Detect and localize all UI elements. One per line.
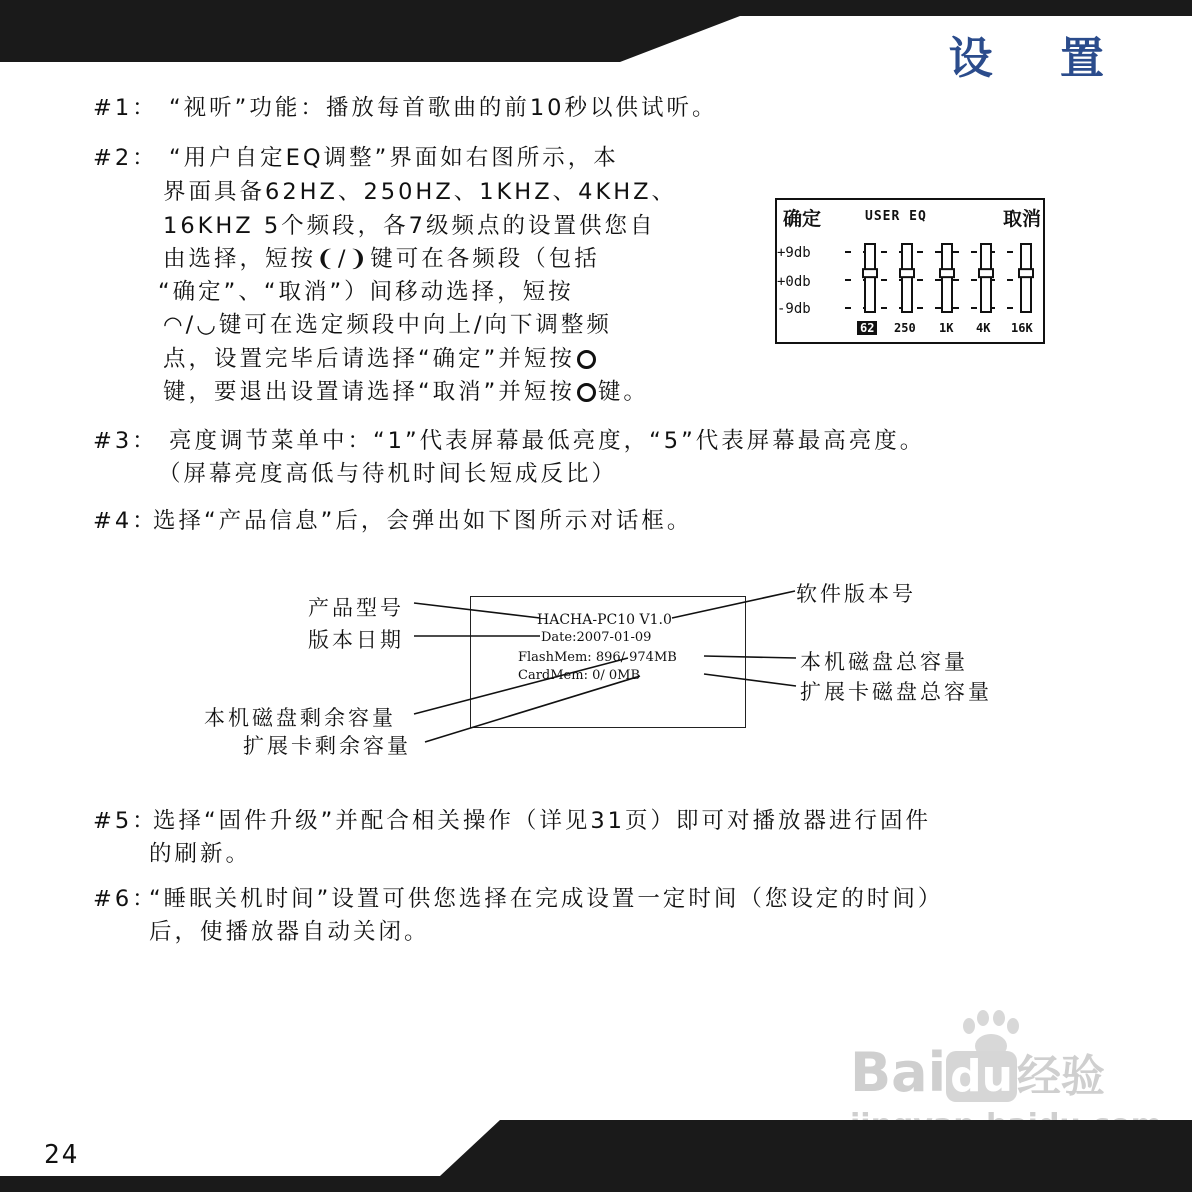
callout-card-remaining: 扩展卡剩余容量 (243, 734, 411, 758)
item-5 (93, 805, 931, 838)
eq-band-label: 4K (976, 321, 991, 335)
info-flash: FlashMem: 896/ 974MB (518, 650, 677, 665)
item-1-text: “视听”功能：播放每首歌曲的前10秒以供试听。 (169, 95, 718, 121)
eq-band-label: 1K (939, 321, 954, 335)
callout-software-version: 软件版本号 (796, 582, 916, 606)
callout-card-total: 扩展卡磁盘总容量 (800, 680, 992, 704)
item-2-line-9-text: 键。 (597, 379, 649, 405)
item-2-line-4: 由选择，短按❨/❩键可在各频段（包括 (163, 246, 600, 272)
page-number: 24 (44, 1140, 80, 1170)
bottom-banner (0, 1112, 1192, 1192)
item-5-line-2: 的刷新。 (149, 841, 252, 867)
item-2-line-8-text: 键，要退出设置请选择“取消”并短按 (163, 379, 575, 405)
eq-cancel-label: 取消 (1003, 208, 1042, 230)
callout-disk-total: 本机磁盘总容量 (800, 650, 968, 674)
item-2-label: #2： (93, 145, 158, 171)
item-4-label: #4： (93, 508, 158, 534)
item-2-line-7-text: 点，设置完毕后请选择“确定”并短按 (163, 346, 575, 372)
item-6-line-1: “睡眠关机时间”设置可供您选择在完成设置一定时间（您设定的时间） (149, 886, 944, 912)
item-2-line-6: ◠/◡键可在选定频段中向上/向下调整频 (163, 312, 612, 338)
item-3-line-2: （屏幕亮度高低与待机时间长短成反比） (158, 461, 618, 487)
item-2-line-3: 16KHZ 5个频段，各7级频点的设置供您自 (163, 213, 656, 239)
item-6-label: #6： (93, 886, 158, 912)
eq-band-label: 16K (1011, 321, 1033, 335)
item-5-label: #5： (93, 808, 158, 834)
eq-title: USER EQ (865, 209, 927, 224)
callout-version-date: 版本日期 (308, 628, 404, 652)
item-2-line-5: “确定”、“取消”）间移动选择，短按 (158, 279, 574, 305)
item-6-line-2: 后，使播放器自动关闭。 (149, 919, 430, 945)
eq-db-label: -9db (777, 301, 811, 317)
item-3-label: #3： (93, 428, 158, 454)
item-4-text: 选择“产品信息”后，会弹出如下图所示对话框。 (153, 508, 693, 534)
eq-band-label-selected: 62 (857, 321, 877, 335)
item-1-label: #1： (93, 95, 158, 121)
callout-product-model: 产品型号 (308, 596, 404, 620)
eq-confirm-label: 确定 (783, 208, 822, 230)
info-date: Date:2007-01-09 (541, 630, 652, 645)
item-2-line-1: “用户自定EQ调整”界面如右图所示，本 (169, 145, 619, 171)
eq-db-label: +0db (777, 274, 811, 290)
callout-disk-remaining: 本机磁盘剩余容量 (204, 706, 396, 730)
item-5-line-1: 选择“固件升级”并配合相关操作（详见31页）即可对播放器进行固件 (153, 808, 931, 834)
info-card: CardMem: 0/ 0MB (518, 668, 640, 683)
watermark-brand: Baidu经验 (850, 1041, 1105, 1104)
item-3-line-1: 亮度调节菜单中：“1”代表屏幕最低亮度，“5”代表屏幕最高亮度。 (169, 428, 926, 454)
page-title: 设 置 (948, 33, 1130, 84)
item-6 (93, 883, 943, 916)
eq-db-label: +9db (777, 245, 811, 261)
eq-band-label: 250 (894, 321, 916, 335)
item-2-line-2: 界面具备62HZ、250HZ、1KHZ、4KHZ、 (163, 179, 678, 205)
info-model: HACHA-PC10 V1.0 (537, 612, 672, 628)
